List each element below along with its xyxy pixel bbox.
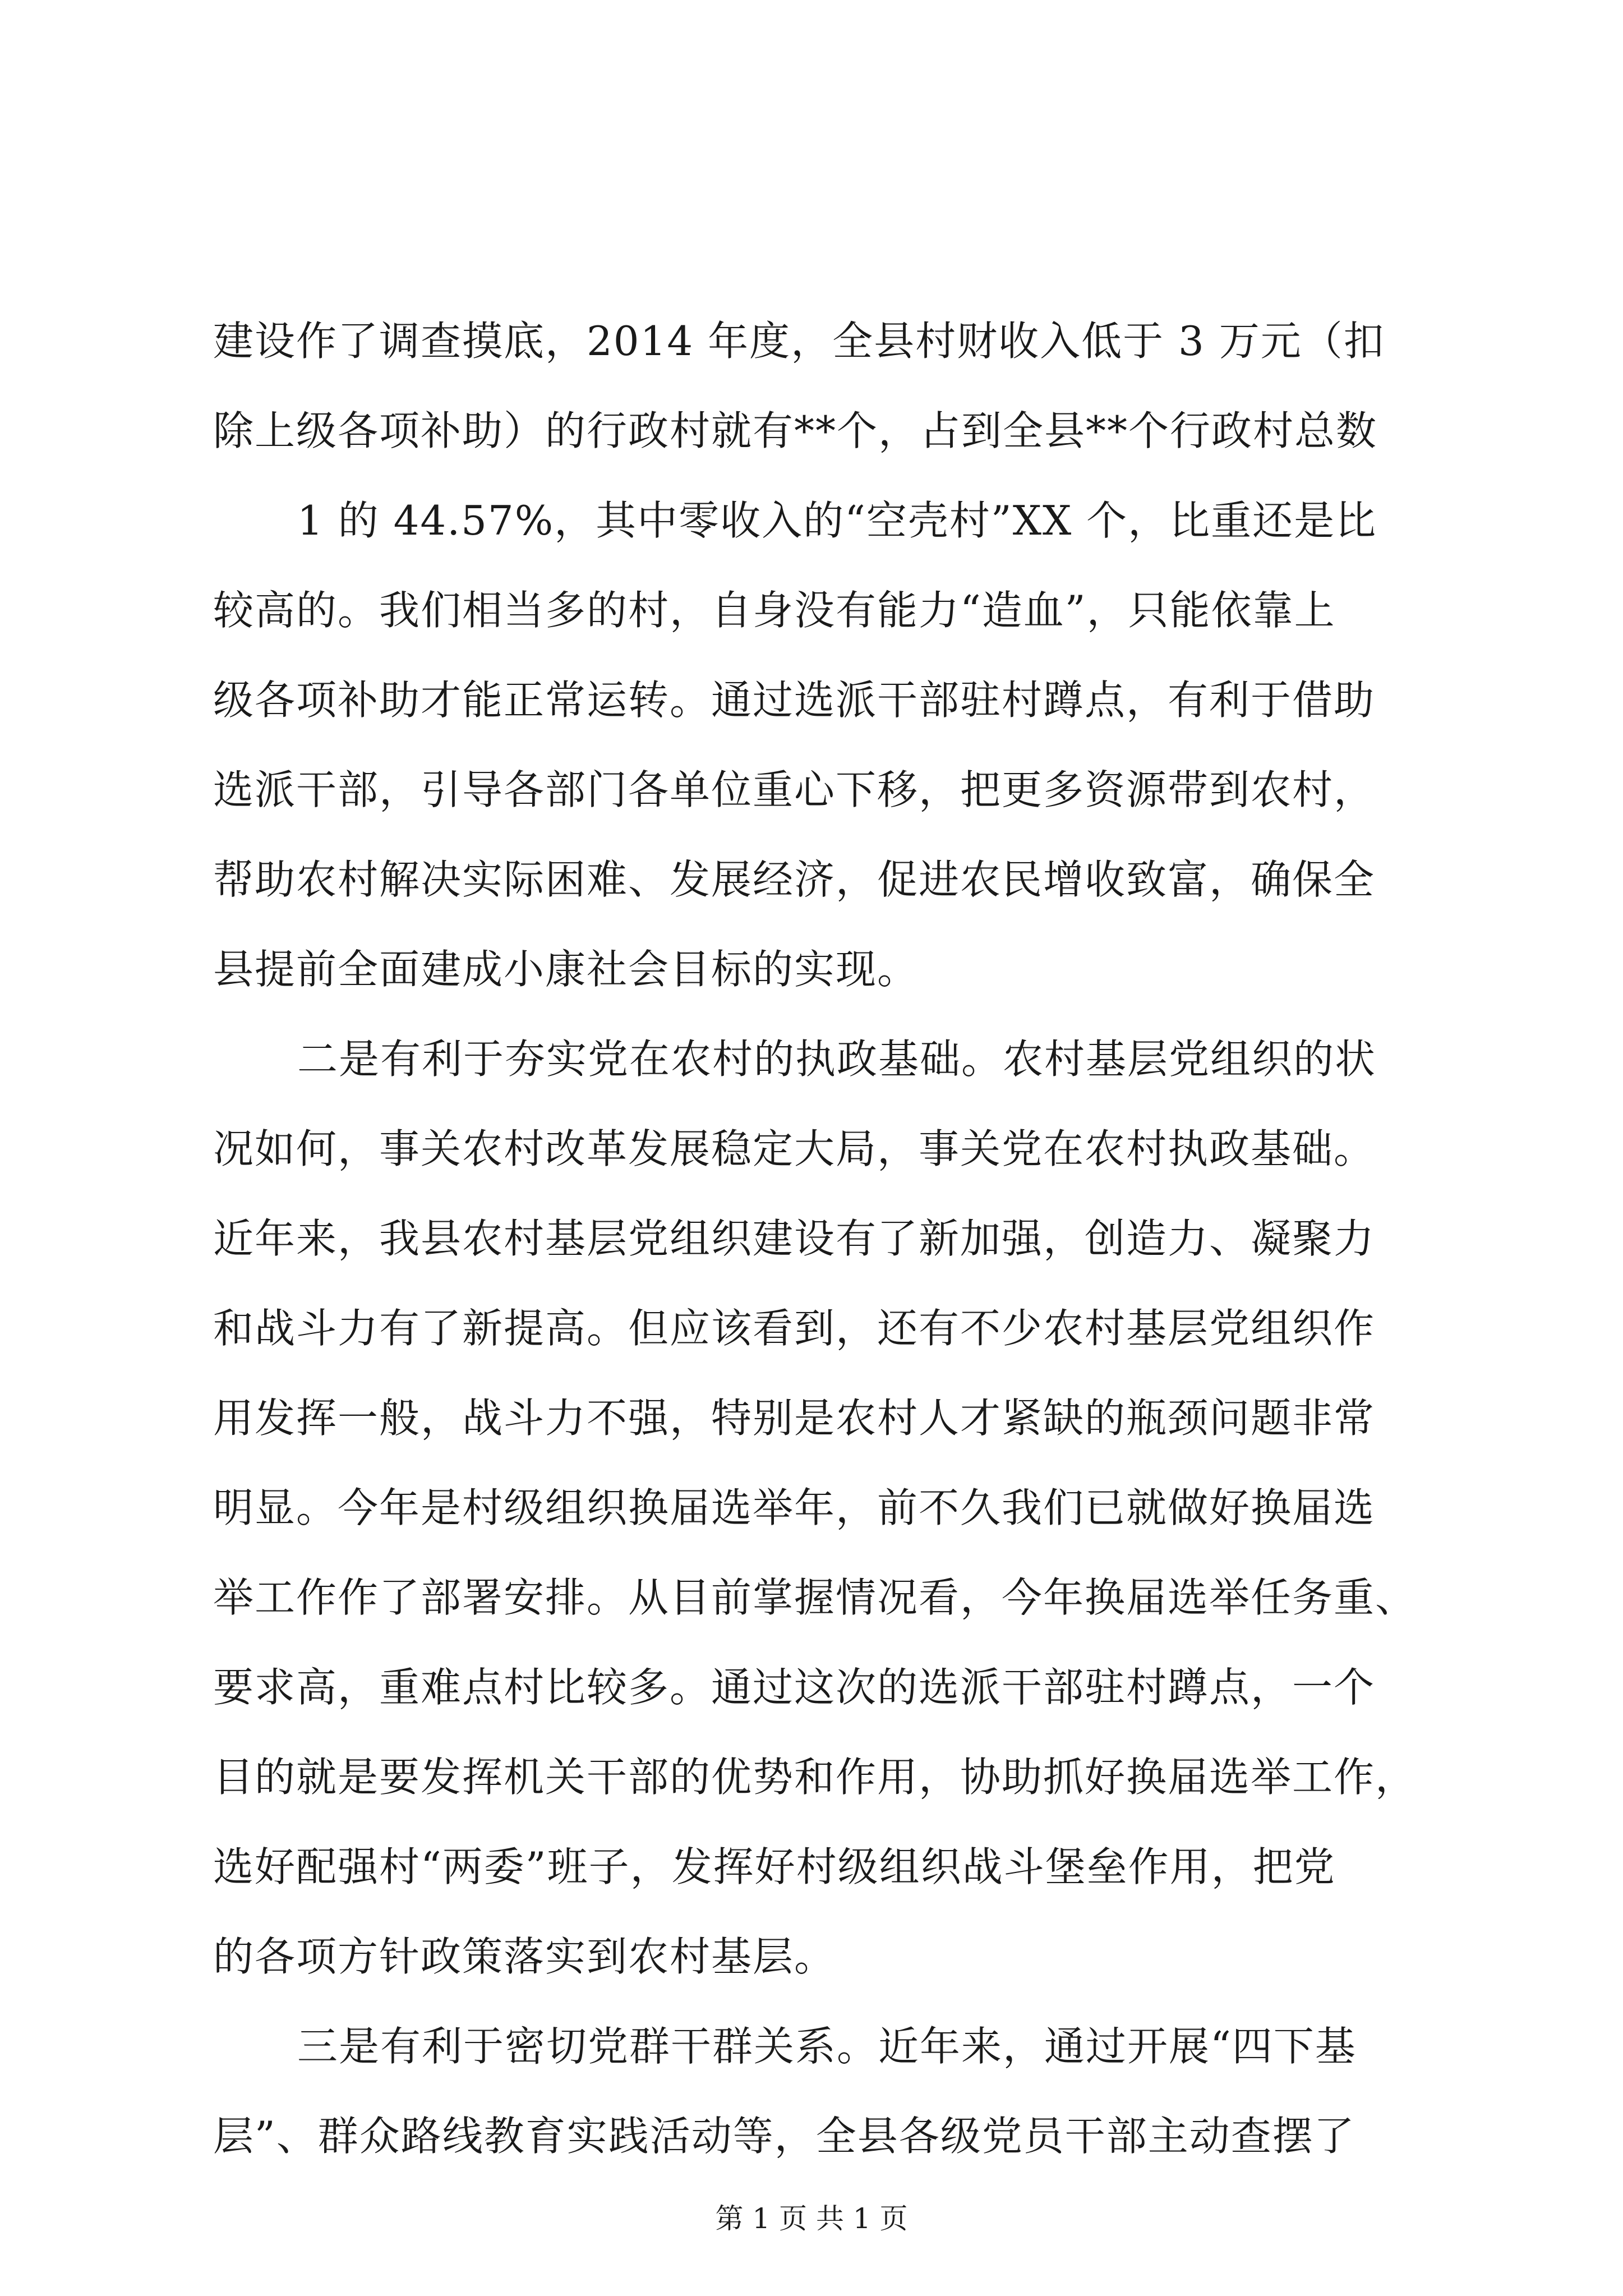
text-line: 和战斗力有了新提高。但应该看到，还有不少农村基层党组织作: [213, 1305, 1376, 1352]
page-number-footer: 第 1 页 共 1 页: [715, 2202, 908, 2235]
text-line: 层”、群众路线教育实践活动等，全县各级党员干部主动查摆了: [213, 2113, 1355, 2160]
text-line: 举工作作了部署安排。从目前掌握情况看，今年换届选举任务重、: [213, 1574, 1417, 1621]
text-line: 明显。今年是村级组织换届选举年，前不久我们已就做好换届选: [213, 1484, 1376, 1531]
paragraph-start-line: 三是有利于密切党群干群关系。近年来，通过开展“四下基: [297, 2023, 1357, 2070]
text-line: 帮助农村解决实际困难、发展经济，促进农民增收致富，确保全: [213, 856, 1376, 903]
text-line: 级各项补助才能正常运转。通过选派干部驻村蹲点，有利于借助: [213, 677, 1376, 724]
text-line: 况如何，事关农村改革发展稳定大局，事关党在农村执政基础。: [213, 1125, 1376, 1172]
text-line: 县提前全面建成小康社会目标的实现。: [213, 946, 919, 993]
text-line: 选派干部，引导各部门各单位重心下移，把更多资源带到农村，: [213, 766, 1376, 813]
text-line: 选好配强村“两委”班子，发挥好村级组织战斗堡垒作用，把党: [213, 1843, 1336, 1890]
text-line: 1 的 44.57%，其中零收入的“空壳村”XX 个，比重还是比: [297, 497, 1377, 544]
paragraph-start-line: 二是有利于夯实党在农村的执政基础。农村基层党组织的状: [297, 1036, 1377, 1083]
text-line: 的各项方针政策落实到农村基层。: [213, 1933, 836, 1980]
text-line: 除上级各项补助）的行政村就有**个，占到全县**个行政村总数: [213, 407, 1378, 454]
text-line: 用发挥一般，战斗力不强，特别是农村人才紧缺的瓶颈问题非常: [213, 1395, 1376, 1442]
text-line: 较高的。我们相当多的村，自身没有能力“造血”，只能依靠上: [213, 587, 1336, 634]
text-line: 建设作了调查摸底，2014 年度，全县村财收入低于 3 万元（扣: [213, 318, 1385, 365]
text-line: 近年来，我县农村基层党组织建设有了新加强，创造力、凝聚力: [213, 1215, 1376, 1262]
text-line: 要求高，重难点村比较多。通过这次的选派干部驻村蹲点，一个: [213, 1664, 1376, 1711]
text-line: 目的就是要发挥机关干部的优势和作用，协助抓好换届选举工作，: [213, 1754, 1417, 1801]
